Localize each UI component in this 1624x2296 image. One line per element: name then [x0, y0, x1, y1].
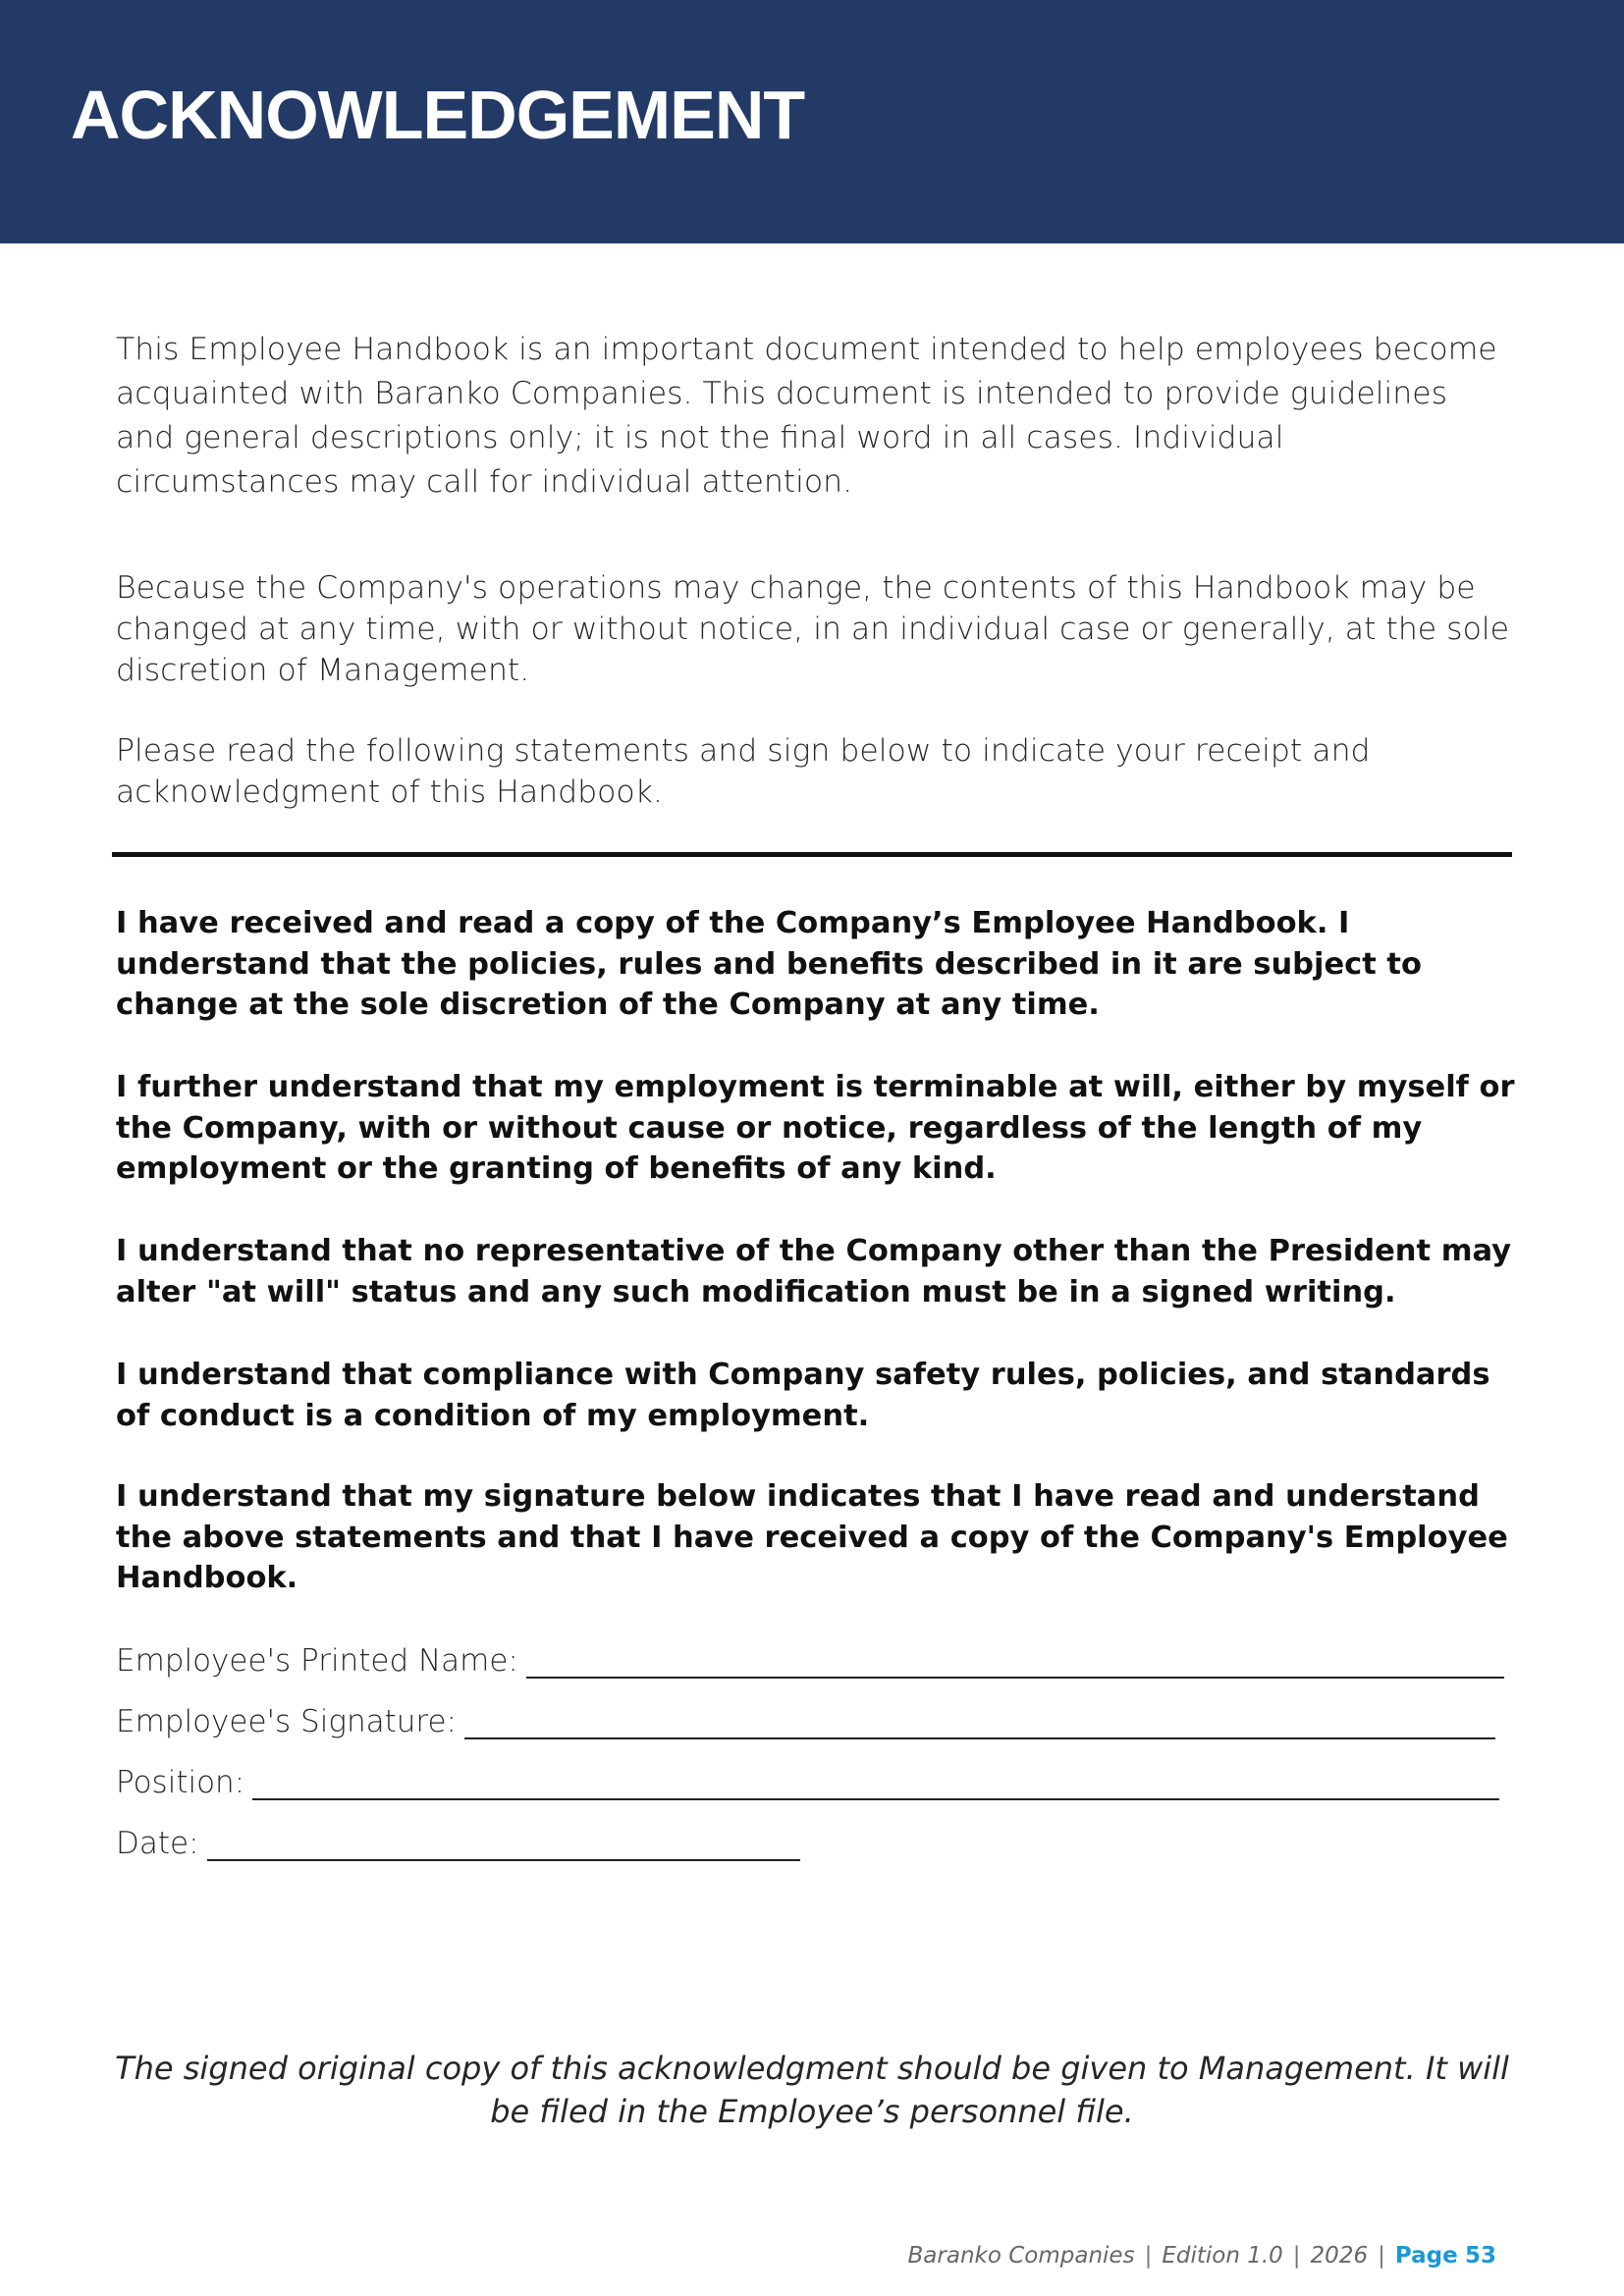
footer-page-label: Page	[1394, 2243, 1458, 2269]
intro-paragraph-3: Please read the following statements and sign below to indicate your receipt and acknowledgment of this Handbook.	[116, 733, 1371, 810]
position-label: Position:	[116, 1765, 245, 1800]
footnote: The signed original copy of this acknowledgment should be given to Management. It will be filed in the Employee’s personnel file.	[115, 2050, 1509, 2130]
footer-edition: Edition 1.0	[1162, 2243, 1283, 2269]
signature-field[interactable]	[116, 1700, 1495, 1739]
printed-name-field[interactable]	[116, 1639, 1504, 1679]
footer-year: 2026	[1310, 2243, 1369, 2269]
statement-at-will: I further understand that my employment is terminable at will, either by myself or the Company, with or without cause or notice, regardless of the length of my employment or the granting of benefits of any kind.	[116, 1070, 1515, 1186]
page-footer	[908, 2243, 1496, 2269]
printed-name-label: Employee's Printed Name:	[116, 1643, 518, 1679]
statement-representative: I understand that no representative of the Company other than the President may alter "at will" status and any such modification must be in a signed writing.	[116, 1234, 1512, 1309]
signature-label: Employee's Signature:	[116, 1704, 457, 1739]
statement-signature: I understand that my signature below indicates that I have read and understand the above statements and that I have received a copy of the Company's Employee Handbook.	[116, 1479, 1508, 1595]
printed-name-line[interactable]	[526, 1647, 1504, 1679]
position-field[interactable]	[116, 1761, 1499, 1800]
statement-receipt: I have received and read a copy of the Company’s Employee Handbook. I understand that the policies, rules and benefits described in it are subject to change at the sole discretion of the Company at any time.	[116, 906, 1422, 1022]
footer-page-number: 53	[1464, 2243, 1496, 2269]
footer-separator: |	[1144, 2243, 1153, 2269]
page-title: ACKNOWLEDGEMENT	[71, 77, 805, 153]
statement-safety: I understand that compliance with Company safety rules, policies, and standards of conduct is a condition of my employment.	[116, 1358, 1490, 1433]
footer-separator: |	[1378, 2243, 1385, 2269]
position-line[interactable]	[252, 1769, 1499, 1800]
footer-company: Baranko Companies	[907, 2243, 1135, 2269]
intro-paragraph-2: Because the Company's operations may change, the contents of this Handbook may be changed at any time, with or without notice, in an individual case or generally, at the sole discretion of Management.	[116, 570, 1509, 688]
date-label: Date:	[116, 1826, 199, 1861]
intro-paragraph-1: This Employee Handbook is an important document intended to help employees become acquainted with Baranko Companies. This document is intended to provide guidelines and general descriptions only; it is not the final word in all cases. Individual circumstances may call for individual attention.	[116, 332, 1497, 500]
date-field[interactable]	[116, 1822, 800, 1861]
signature-line[interactable]	[464, 1708, 1495, 1739]
footer-separator: |	[1292, 2243, 1301, 2269]
section-divider	[112, 852, 1512, 857]
date-line[interactable]	[207, 1830, 800, 1861]
header-band	[0, 0, 1624, 243]
